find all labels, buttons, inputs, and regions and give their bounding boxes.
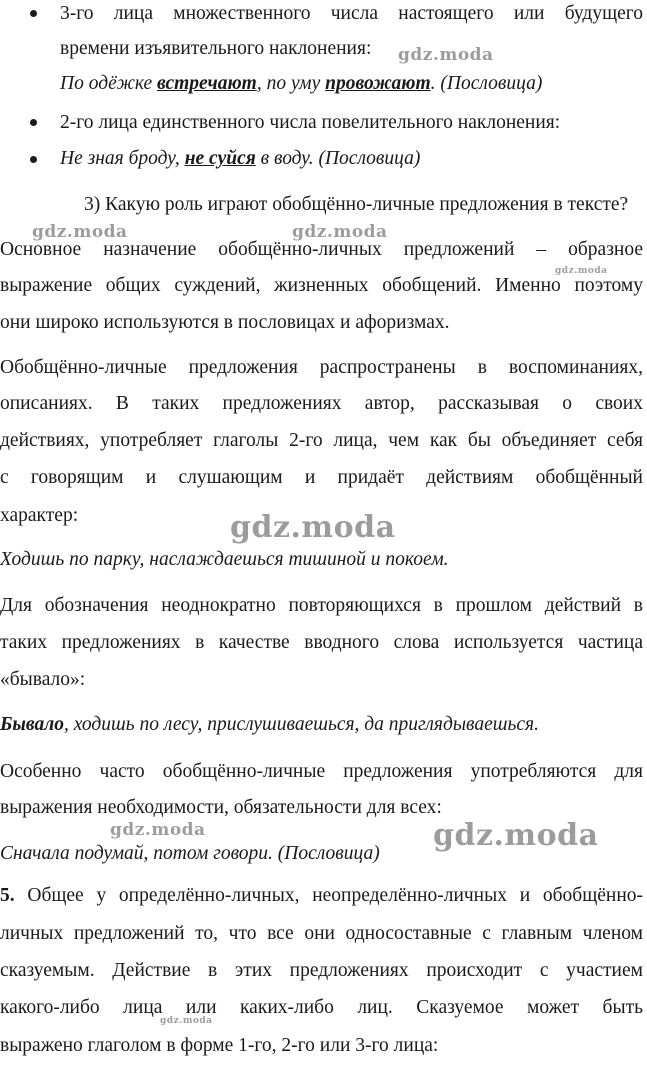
section-5-line: личных предложений то, что все они односоставные с главным членом bbox=[0, 923, 643, 944]
bullet-text: времени изъявительного наклонения: bbox=[60, 38, 372, 59]
example-text: , ходишь по лесу, прислушиваешься, да приглядываешься. bbox=[64, 714, 539, 735]
section-number: 5. bbox=[0, 885, 15, 906]
bullet-marker bbox=[30, 119, 37, 126]
watermark: gdz.moda bbox=[32, 222, 128, 242]
paragraph-line: с говорящим и слушающим и придаёт действиям обобщённый bbox=[0, 467, 643, 488]
section-5-line bbox=[0, 884, 643, 908]
paragraph-line: действиях, употребляет глаголы 2-го лица, чем как бы объединяет себя bbox=[0, 430, 643, 451]
example-text: в воду. (Пословица) bbox=[255, 148, 421, 169]
watermark: gdz.moda bbox=[110, 820, 206, 840]
paragraph-line: Основное назначение обобщённо-личных предложений – образное bbox=[0, 239, 643, 260]
bullet-text: 3-го лица множественного числа настоящего или будущего bbox=[60, 3, 643, 24]
watermark: gdz.moda bbox=[555, 266, 608, 276]
example-sentence bbox=[0, 713, 539, 737]
paragraph-line: таких предложениях в качестве вводного слова используется частица bbox=[0, 632, 643, 653]
example-text: . (Пословица) bbox=[430, 73, 543, 94]
highlighted-verb: провожают bbox=[325, 73, 431, 94]
example-sentence bbox=[60, 147, 420, 171]
bullet-marker bbox=[30, 10, 37, 17]
example-text: , по уму bbox=[256, 73, 326, 94]
highlighted-verb: не суйся bbox=[184, 148, 256, 169]
watermark: gdz.moda bbox=[230, 510, 396, 545]
paragraph-line: выражения необходимости, обязательности для всех: bbox=[0, 797, 442, 818]
example-sentence bbox=[60, 72, 542, 96]
section-5-line: сказуемым. Действие в этих предложениях происходит с участием bbox=[0, 960, 643, 981]
paragraph-line: Для обозначения неоднократно повторяющихся в прошлом действий в bbox=[0, 595, 643, 616]
section-text: Общее у определённо-личных, неопределённо-личных и обобщённо- bbox=[27, 885, 644, 906]
question-heading: 3) Какую роль играют обобщённо-личные предложения в тексте? bbox=[84, 194, 629, 215]
paragraph-line: «бывало»: bbox=[0, 669, 86, 690]
watermark: gdz.moda bbox=[160, 1016, 213, 1026]
watermark: gdz.moda bbox=[292, 222, 388, 242]
watermark: gdz.moda bbox=[433, 818, 599, 853]
paragraph-line: они широко используются в пословицах и афоризмах. bbox=[0, 312, 450, 333]
example-text: Не зная броду, bbox=[60, 148, 185, 169]
bullet-marker bbox=[30, 156, 37, 163]
paragraph-line: описаниях. В таких предложениях автор, рассказывая о своих bbox=[0, 393, 643, 414]
section-5-line: какого-либо лица или каких-либо лиц. Сказуемое может быть bbox=[0, 997, 643, 1018]
paragraph-line: выражение общих суждений, жизненных обобщений. Именно поэтому bbox=[0, 275, 643, 296]
paragraph-line: Обобщённо-личные предложения распространены в воспоминаниях, bbox=[0, 357, 643, 378]
example-sentence: Сначала подумай, потом говори. (Пословица) bbox=[0, 843, 380, 864]
watermark: gdz.moda bbox=[398, 45, 494, 65]
paragraph-line: характер: bbox=[0, 505, 79, 526]
example-bold-word: Бывало bbox=[0, 714, 65, 735]
bullet-text: 2-го лица единственного числа повелительного наклонения: bbox=[60, 112, 561, 133]
section-5-line: выражено глаголом в форме 1-го, 2-го или 3-го лица: bbox=[0, 1035, 439, 1056]
example-sentence: Ходишь по парку, наслаждаешься тишиной и покоем. bbox=[0, 549, 449, 570]
example-text: По одёжке bbox=[60, 73, 158, 94]
paragraph-line: Особенно часто обобщённо-личные предложения употребляются для bbox=[0, 761, 643, 782]
highlighted-verb: встречают bbox=[157, 73, 257, 94]
